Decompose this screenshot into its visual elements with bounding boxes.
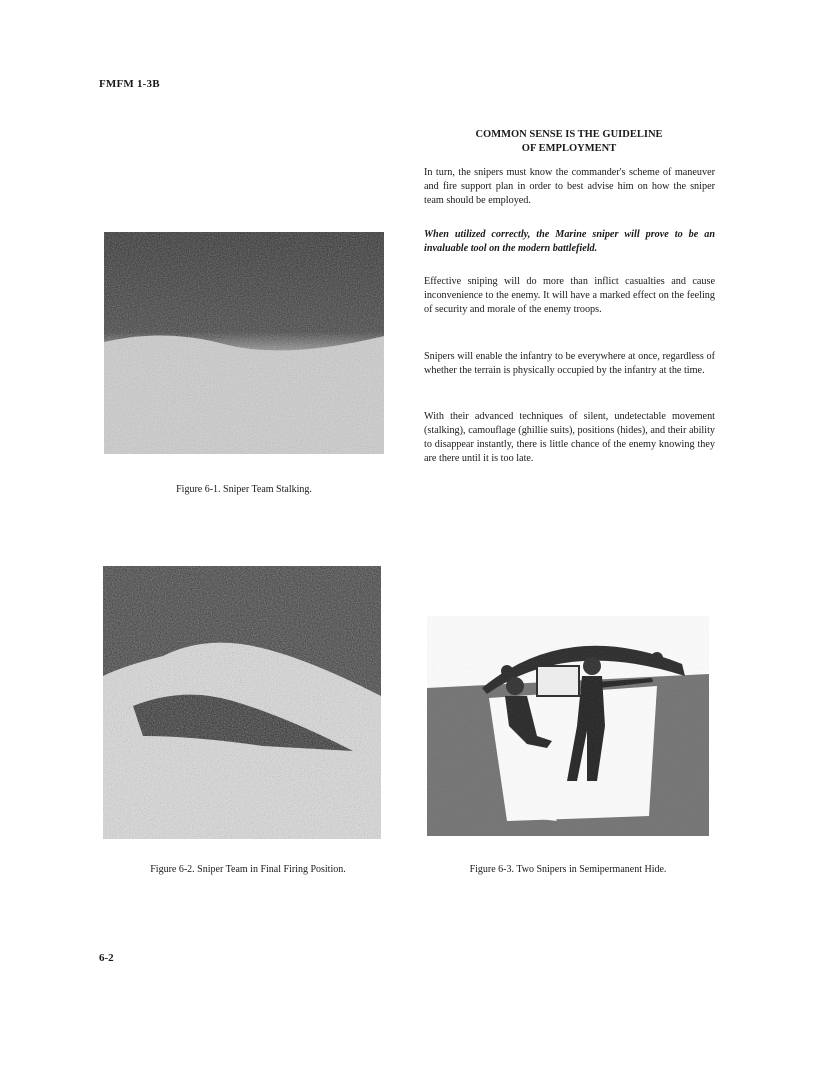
section-heading-line-1: COMMON SENSE IS THE GUIDELINE <box>475 129 663 140</box>
figure-sniper-team-stalking <box>104 232 384 454</box>
paragraph-1: In turn, the snipers must know the commander's scheme of maneuver and fire support plan in order to best advise him on how the sniper team should be employed. <box>424 167 715 206</box>
paragraph-2-emphasis: When utilized correctly, the Marine sniper will prove to be an invaluable tool on the modern battlefield. <box>424 229 715 254</box>
figure-3-caption: Figure 6-3. Two Snipers in Semipermanent Hide. <box>469 864 667 875</box>
section-heading <box>424 128 714 156</box>
figure-3-drawing <box>427 616 709 836</box>
paragraph-3: Effective sniping will do more than inflict casualties and cause inconvenience to the enemy. It will have a marked effect on the feeling of security and morale of the enemy troops. <box>424 276 715 315</box>
figure-2-caption: Figure 6-2. Sniper Team in Final Firing Position. <box>150 864 346 875</box>
page-number: 6-2 <box>99 952 114 964</box>
figure-1-photo <box>104 232 384 454</box>
figure-2-photo <box>103 566 381 839</box>
section-heading-line-2: OF EMPLOYMENT <box>521 143 617 154</box>
running-header: FMFM 1-3B <box>99 78 160 90</box>
paragraph-5: With their advanced techniques of silent, undetectable movement (stalking), camouflage (ghillie suits), positions (hides), and their ability to disappear instantly, there is little chance of the enemy knowing they are there until it is too late. <box>424 411 715 464</box>
figure-sniper-team-final-firing-position <box>103 566 381 839</box>
figure-1-caption: Figure 6-1. Sniper Team Stalking. <box>176 484 312 495</box>
figure-semipermanent-hide-diagram <box>427 616 709 836</box>
paragraph-4: Snipers will enable the infantry to be everywhere at once, regardless of whether the terrain is physically occupied by the infantry at the time. <box>424 351 715 376</box>
